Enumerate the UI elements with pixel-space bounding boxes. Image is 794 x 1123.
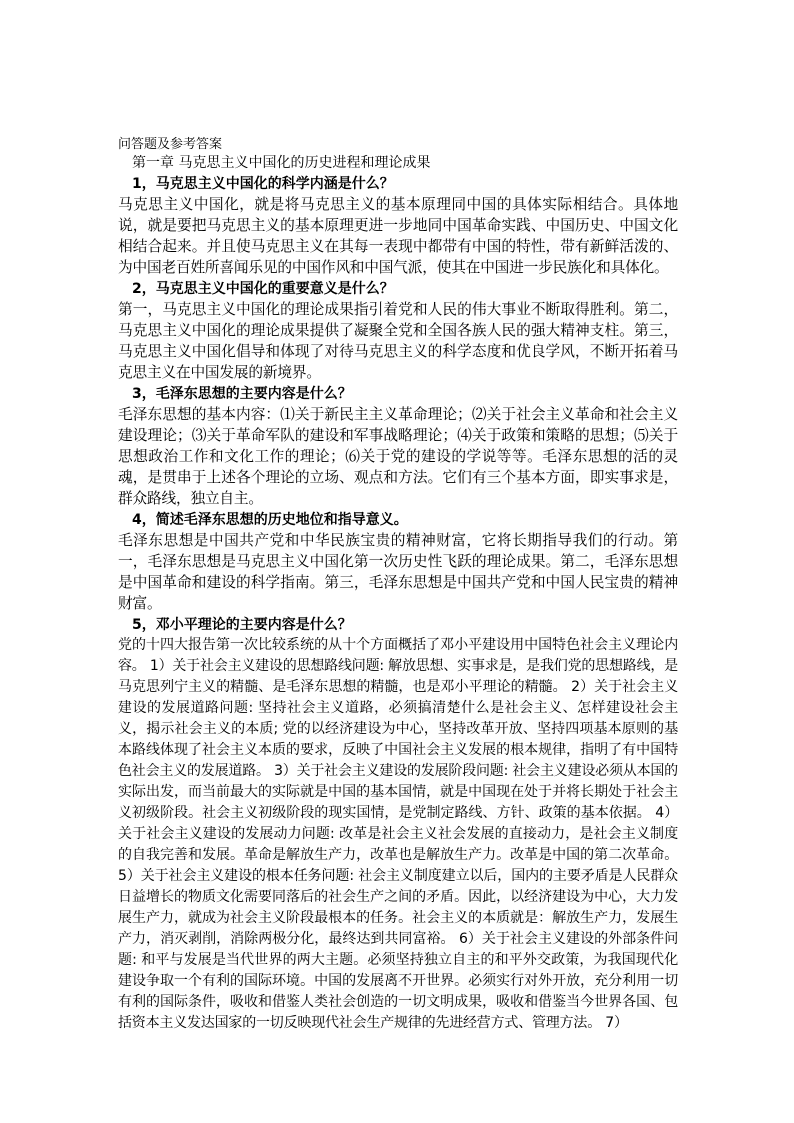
answer-2: 第一，马克思主义中国化的理论成果指引着党和人民的伟大事业不断取得胜利。第二，马克思主义中国化的理论成果提供了凝聚全党和全国各族人民的强大精神支柱。第三，马克思主义中国化倡导和体现了对待马克思主义的科学态度和优良学风，不断开拓着马克思主义在中国发展的新境界。	[118, 301, 678, 381]
question-4: 4，简述毛泽东思想的历史地位和指导意义。	[132, 512, 408, 528]
chapter-title: 第一章 马克思主义中国化的历史进程和理论成果	[132, 155, 431, 171]
answer-5: 党的十四大报告第一次比较系统的从十个方面概括了邓小平建设用中国特色社会主义理论内容。 1）关于社会主义建设的思想路线问题: 解放思想、实事求是，是我们党的思想路线，是马克思列宁主义的精髓、是毛泽东思想的精髓，也是邓小平理论的精髓。 2）关于社会主义建设的发展道路问题: 坚持社会主义道路，必须搞清楚什么是社会主义、怎样建设社会主义，揭示社会主义的本质; 党的以经济建设为中心，坚持改革开放、坚持四项基本原则的基本路线体现了社会主义本质的要求，反映了中国社会主义发展的根本规律，指明了有中国特色社会主义的发展道路。 3）关于社会主义建设的发展阶段问题: 社会主义建设必须从本国的实际出发，而当前最大的实际就是中国的基本国情，就是中国现在处于并将长期处于社会主义初级阶段。社会主义初级阶段的现实国情，是党制定路线、方针、政策的基本依据。 4）关于社会主义建设的发展动力问题: 改革是社会主义社会发展的直接动力，是社会主义制度的自我完善和发展。革命是解放生产力，改革也是解放生产力。改革是中国的第二次革命。 5）关于社会主义建设的根本任务问题: 社会主义制度建立以后，国内的主要矛盾是人民群众日益增长的物质文化需要同落后的社会生产之间的矛盾。因此，以经济建设为中心，大力发展生产力，就成为社会主义阶段最根本的任务。社会主义的本质就是：解放生产力，发展生产力，消灭剥削，消除两极分化，最终达到共同富裕。 6）关于社会主义建设的外部条件问题: 和平与发展是当代世界的两大主题。必须坚持独立自主的和平外交政策，为我国现代化建设争取一个有利的国际环境。中国的发展离不开世界。必须实行对外开放，充分利用一切有利的国际条件，吸收和借鉴人类社会创造的一切文明成果，吸收和借鉴当今世界各国、包括资本主义发达国家的一切反映现代社会生产规律的先进经营方式、管理方法。 7）	[118, 637, 678, 1031]
document-page	[118, 136, 678, 1034]
question-2: 2，马克思主义中国化的重要意义是什么？	[132, 281, 394, 297]
answer-3: 毛泽东思想的基本内容：⑴关于新民主主义革命理论；⑵关于社会主义革命和社会主义建设理论；⑶关于革命军队的建设和军事战略理论；⑷关于政策和策略的思想；⑸关于思想政治工作和文化工作的理论；⑹关于党的建设的学说等等。毛泽东思想的活的灵魂，是贯串于上述各个理论的立场、观点和方法。它们有三个基本方面，即实事求是，群众路线，独立自主。	[118, 406, 678, 507]
answer-4: 毛泽东思想是中国共产党和中华民族宝贵的精神财富，它将长期指导我们的行动。第一，毛泽东思想是马克思主义中国化第一次历史性飞跃的理论成果。第二，毛泽东思想是中国革命和建设的科学指南。第三，毛泽东思想是中国共产党和中国人民宝贵的精神财富。	[118, 532, 678, 612]
document-title: 问答题及参考答案	[118, 137, 223, 152]
answer-1: 马克思主义中国化，就是将马克思主义的基本原理同中国的具体实际相结合。具体地说，就是要把马克思主义的基本原理更进一步地同中国革命实践、中国历史、中国文化相结合起来。并且使马克思主义在其每一表现中都带有中国的特性，带有新鲜活泼的、为中国老百姓所喜闻乐见的中国作风和中国气派，使其在中国进一步民族化和具体化。	[118, 196, 678, 276]
question-1: 1，马克思主义中国化的科学内涵是什么？	[132, 176, 394, 192]
question-5: 5，邓小平理论的主要内容是什么？	[132, 617, 352, 633]
question-3: 3，毛泽东思想的主要内容是什么？	[132, 386, 352, 402]
